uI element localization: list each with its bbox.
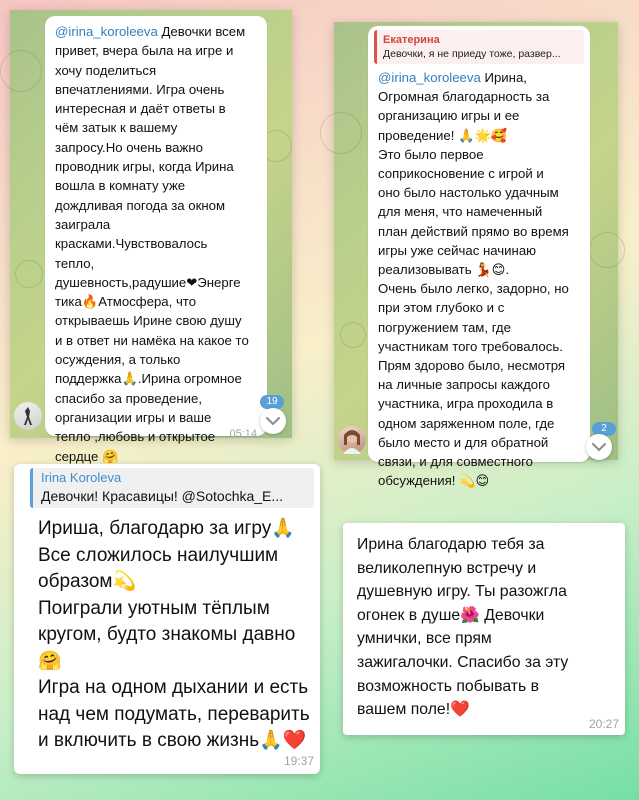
message-line: соприкосновение с игрой и bbox=[378, 166, 544, 182]
message-line: Очень было легко, задорно, но bbox=[378, 281, 569, 297]
message-line: погружением там, где bbox=[378, 319, 511, 335]
message-line: Ириша, благодарю за игру🙏 bbox=[38, 518, 295, 539]
message-line: открываешь Ирине свою душу bbox=[55, 313, 242, 329]
message-line: при этом глубоко и с bbox=[378, 300, 505, 316]
message-time: 19:37 bbox=[283, 754, 314, 768]
message-line: оно было настолько удачным bbox=[378, 185, 559, 201]
screenshot-chat-1 bbox=[10, 10, 292, 464]
message-line: Ирина, bbox=[480, 70, 527, 85]
mention-link[interactable]: @irina_koroleeva bbox=[378, 70, 481, 85]
message-line: великолепную встречу и bbox=[357, 559, 537, 577]
unread-count-badge: 2 bbox=[592, 422, 616, 436]
wallpaper-doodle bbox=[15, 260, 43, 288]
avatar[interactable] bbox=[14, 402, 42, 430]
wallpaper-doodle bbox=[320, 112, 362, 154]
message-line: вошла в комнату уже bbox=[55, 178, 186, 194]
reply-author: Екатерина bbox=[383, 34, 440, 46]
message-line: Это было первое bbox=[378, 146, 484, 162]
message-time: 20:27 bbox=[588, 717, 619, 731]
message-line: одном заряженном поле, где bbox=[378, 415, 555, 431]
message-line: образом💫 bbox=[38, 571, 137, 592]
message-line: вашем поле!❤️ bbox=[357, 701, 470, 719]
message-line: интересная и даёт ответы в bbox=[55, 101, 226, 117]
message-line: хочу поделиться bbox=[55, 62, 157, 78]
message-line: на личные запросы каждого bbox=[378, 377, 550, 393]
message-line: впечатлениями. Игра очень bbox=[55, 81, 225, 97]
screenshot-chat-2 bbox=[334, 22, 618, 489]
message-line: Ирина благодарю тебя за bbox=[357, 536, 545, 553]
message-card[interactable] bbox=[14, 464, 320, 774]
message-line: Прям здорово было, несмотря bbox=[378, 358, 566, 374]
message-line: реализовывать 💃😊. bbox=[378, 262, 510, 278]
message-line: поддержка🙏.Ирина огромное bbox=[55, 371, 242, 387]
message-line: Игра на одном дыхании и есть bbox=[38, 677, 309, 698]
message-line: душевную игру. Ты разожгла bbox=[357, 583, 567, 601]
wallpaper-doodle bbox=[340, 322, 366, 348]
reply-preview: Девочки, я не приеду тоже, развер... bbox=[383, 48, 561, 60]
reply-quote[interactable] bbox=[374, 30, 584, 64]
message-line: обсуждения! 💫😊 bbox=[378, 473, 490, 489]
scroll-down-button[interactable] bbox=[260, 408, 286, 434]
avatar-portrait-icon bbox=[338, 426, 366, 454]
message-line: огонек в душе🌺 Девочки bbox=[357, 606, 545, 624]
message-time: 05:14 bbox=[229, 427, 257, 440]
message-line: для меня, что намеченный bbox=[378, 204, 543, 220]
message-line: красками.Чувствовалось bbox=[55, 236, 208, 252]
message-line: заиграла bbox=[55, 216, 111, 232]
message-line: игры уже сейчас начинаю bbox=[378, 242, 537, 258]
message-body bbox=[357, 533, 625, 722]
message-line: тепло, bbox=[55, 255, 95, 271]
message-line: Девочки всем bbox=[157, 24, 246, 39]
message-line: и включить в свою жизнь🙏❤️ bbox=[38, 730, 307, 751]
message-line: и в ответ ни намёка на какое то bbox=[55, 332, 249, 348]
scroll-down-button[interactable] bbox=[586, 434, 612, 460]
message-line: чём затык к вашему bbox=[55, 120, 178, 136]
unread-count-badge: 19 bbox=[260, 395, 284, 409]
message-line: умнички, все прям bbox=[357, 630, 492, 648]
wallpaper-doodle bbox=[0, 50, 42, 92]
message-line: запросу.Но очень важно bbox=[55, 139, 203, 155]
message-line: 🤗 bbox=[38, 650, 62, 672]
message-line: было место и для обратной bbox=[378, 434, 549, 450]
message-line: организацию игры и ее bbox=[378, 108, 520, 124]
avatar[interactable] bbox=[338, 426, 366, 454]
message-bubble[interactable] bbox=[45, 16, 267, 464]
message-line: план действий прямо во время bbox=[378, 223, 569, 239]
message-line: привет, вчера была на игре и bbox=[55, 43, 234, 59]
message-line: тика🔥Атмосфера, что bbox=[55, 294, 197, 310]
mention-link[interactable]: @irina_koroleeva bbox=[55, 24, 158, 39]
message-body bbox=[38, 516, 320, 755]
message-line: сердце 🤗 bbox=[55, 448, 119, 464]
message-line: участника, игра проходила в bbox=[378, 396, 554, 412]
message-line: кругом, будто знакомы давно bbox=[38, 624, 296, 645]
message-line: проводник игры, когда Ирина bbox=[55, 159, 234, 175]
reply-author: Irina Koroleva bbox=[41, 470, 122, 485]
message-line: проведение! 🙏🌟🥰 bbox=[378, 127, 508, 143]
message-bubble[interactable] bbox=[368, 26, 590, 489]
message-line: дождливая погода за окном bbox=[55, 197, 226, 213]
message-line: организации игры и ваше bbox=[55, 409, 212, 425]
message-card[interactable] bbox=[343, 523, 625, 735]
message-line: возможность побывать в bbox=[357, 677, 540, 695]
message-line: Все сложилось наилучшим bbox=[38, 544, 279, 566]
message-line: зажигалочки. Спасибо за эту bbox=[357, 653, 569, 671]
reply-quote[interactable] bbox=[30, 468, 314, 508]
chevron-down-icon bbox=[266, 416, 280, 426]
message-line: Поиграли уютным тёплым bbox=[38, 597, 270, 619]
message-line: связи, и для совместного bbox=[378, 454, 533, 470]
message-line: спасибо за проведение, bbox=[55, 390, 203, 406]
message-line: душевность,радушие❤Энерге bbox=[55, 274, 241, 290]
message-line: тепло ,любовь и открытое bbox=[55, 429, 216, 445]
message-line: над чем подумать, переварить bbox=[38, 703, 310, 725]
message-line: осуждения, а только bbox=[55, 352, 181, 368]
message-line: Огромная благодарность за bbox=[378, 89, 550, 105]
avatar-figure-icon bbox=[14, 402, 42, 430]
wallpaper-doodle bbox=[589, 232, 625, 268]
chevron-down-icon bbox=[592, 442, 606, 452]
reply-preview: Девочки! Красавицы! @Sotochka_E... bbox=[41, 488, 284, 504]
message-line: участникам того требовалось. bbox=[378, 338, 563, 354]
